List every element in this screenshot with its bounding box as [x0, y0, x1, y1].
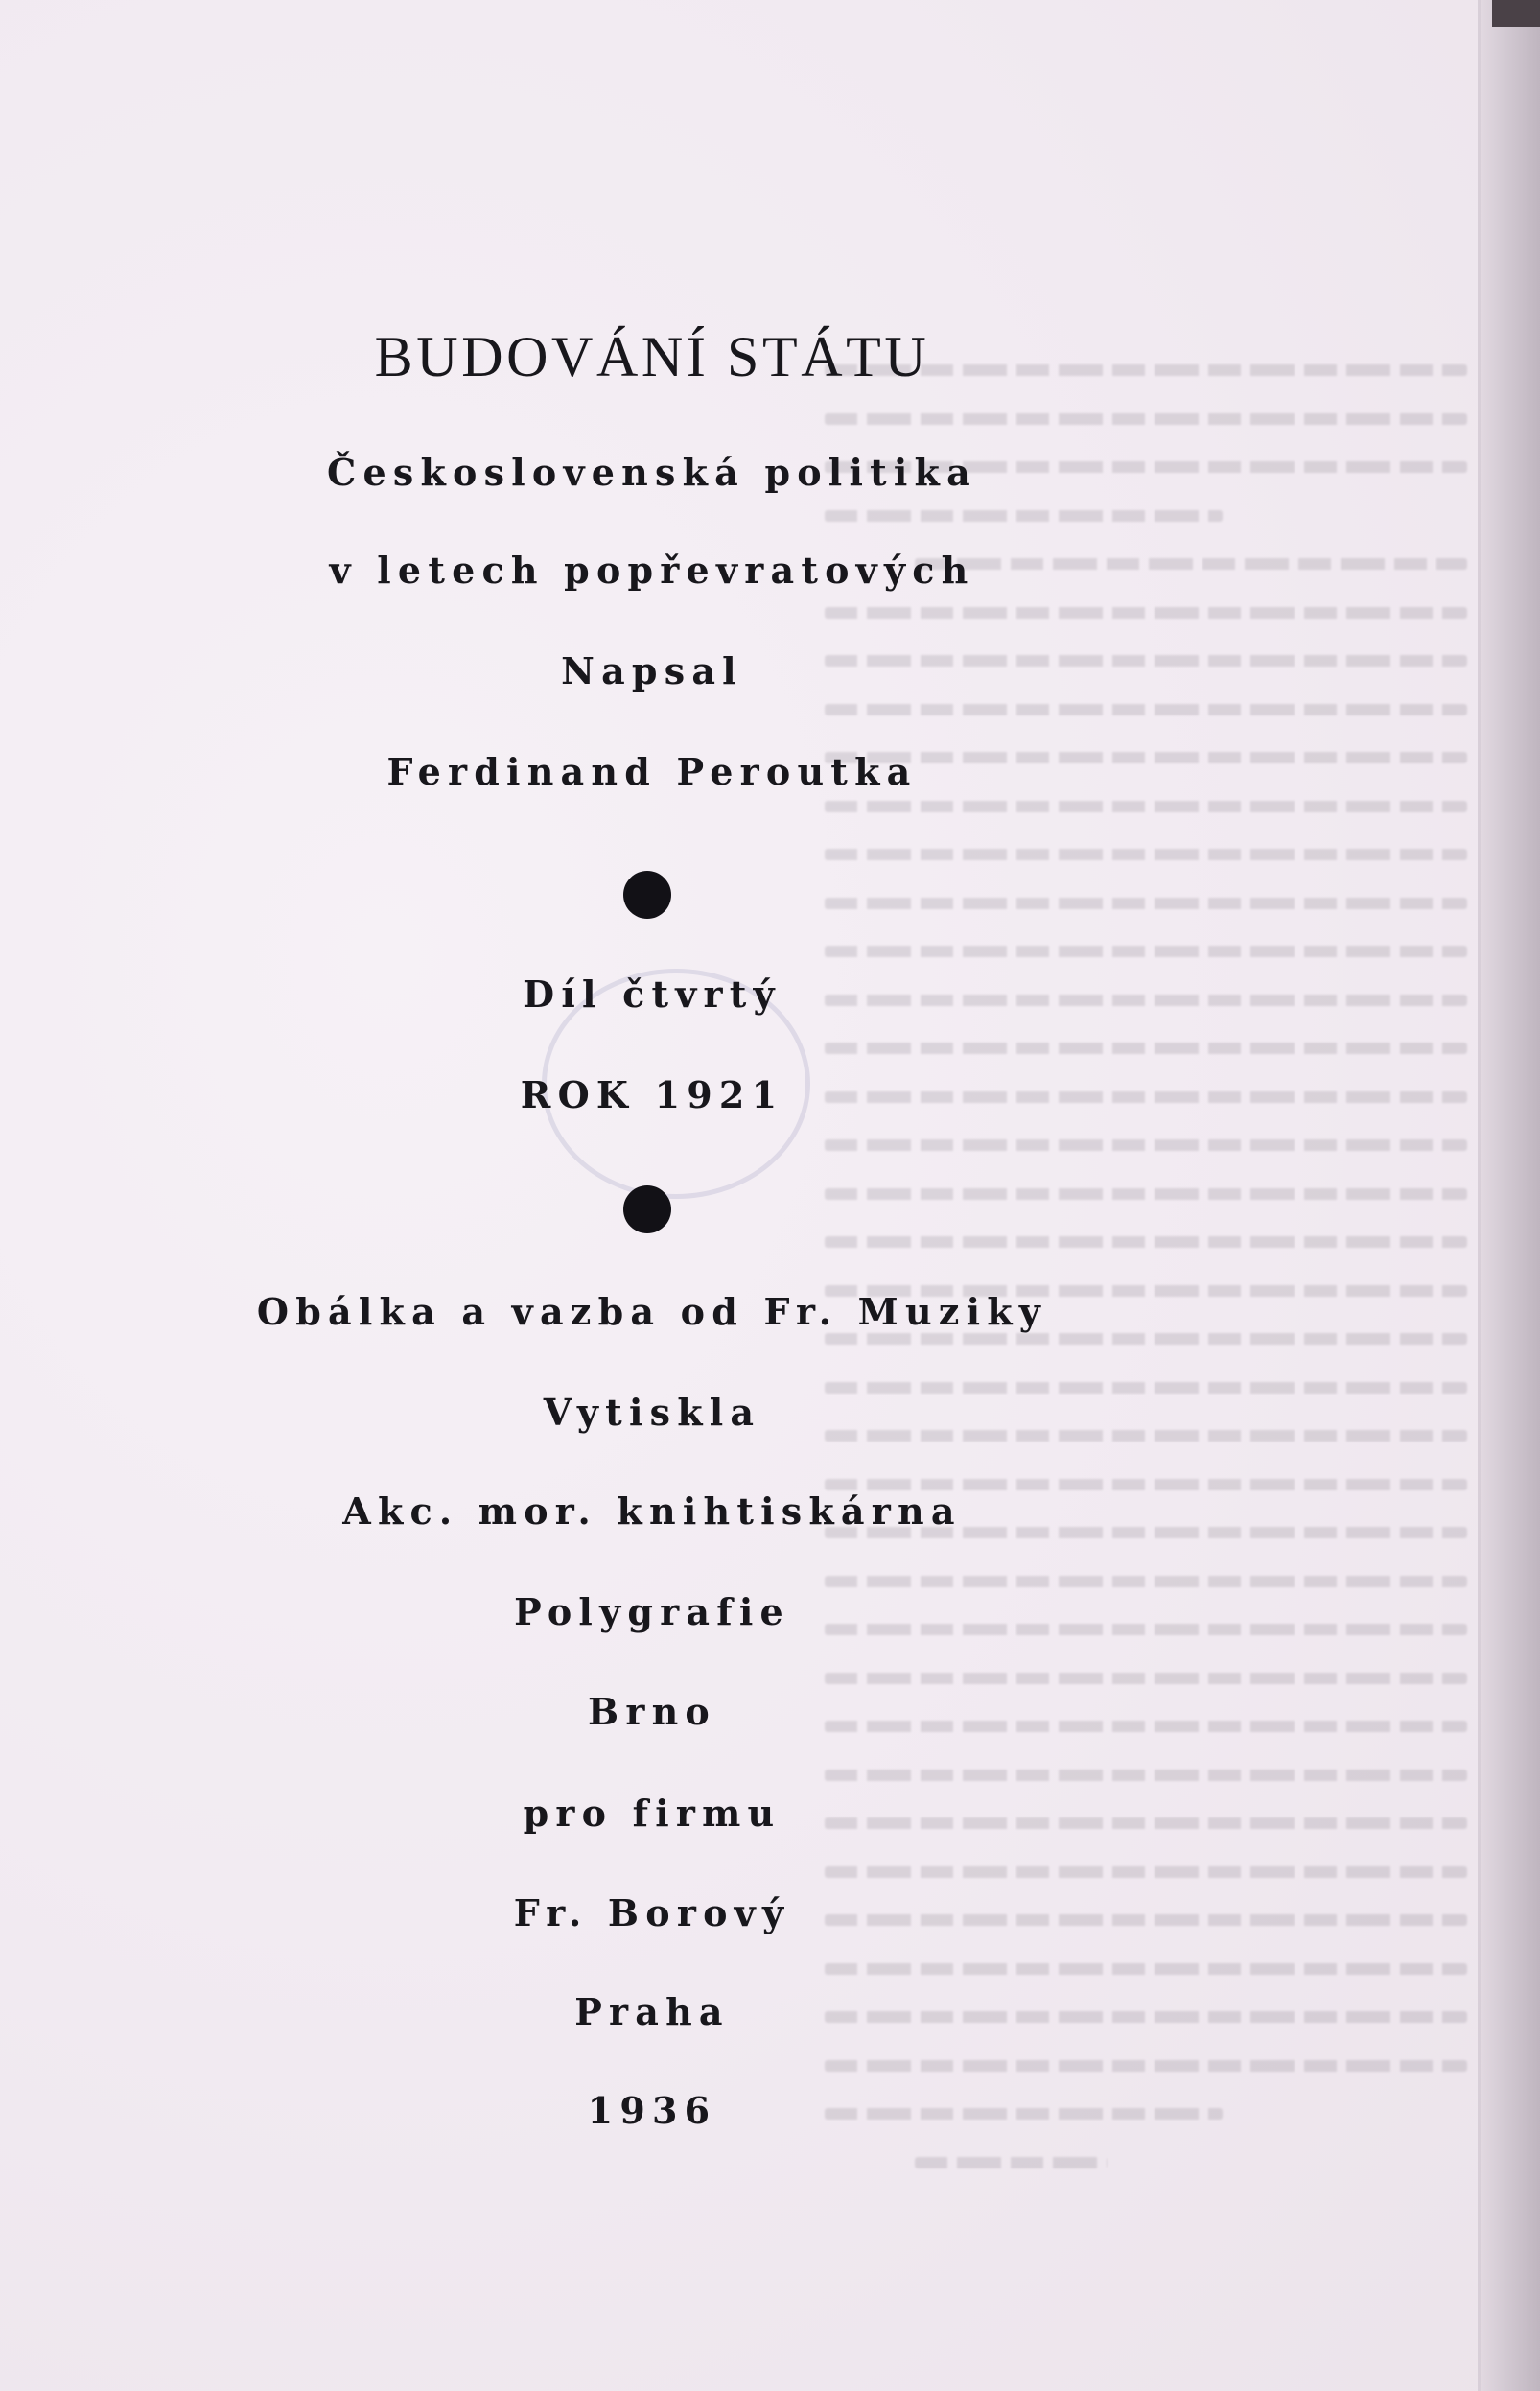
printer-name-line-2: Polygrafie	[514, 1590, 790, 1633]
printer-city: Brno	[588, 1690, 716, 1733]
cover-credit: Obálka a vazba od Fr. Muziky	[256, 1290, 1048, 1333]
publisher-name: Fr. Borový	[513, 1891, 791, 1934]
printed-by-label: Vytiskla	[543, 1391, 761, 1434]
subtitle-line-1: Československá politika	[327, 451, 977, 494]
publisher-city: Praha	[574, 1990, 730, 2033]
year-heading: ROK 1921	[520, 1073, 784, 1116]
volume-label: Díl čtvrtý	[523, 973, 782, 1016]
subtitle-line-2: v letech popřevratových	[329, 549, 975, 592]
for-firm-label: pro firmu	[523, 1792, 782, 1835]
background-corner	[1492, 0, 1540, 27]
author-name: Ferdinand Peroutka	[386, 750, 918, 793]
book-title: BUDOVÁNÍ STÁTU	[374, 325, 930, 388]
separator-dot-bottom	[623, 1185, 671, 1233]
written-by-label: Napsal	[561, 649, 743, 692]
printer-name-line-1: Akc. mor. knihtiskárna	[342, 1489, 962, 1533]
publication-year: 1936	[587, 2089, 717, 2132]
page-edge-shadow	[1481, 0, 1540, 2391]
separator-dot-top	[623, 871, 671, 919]
